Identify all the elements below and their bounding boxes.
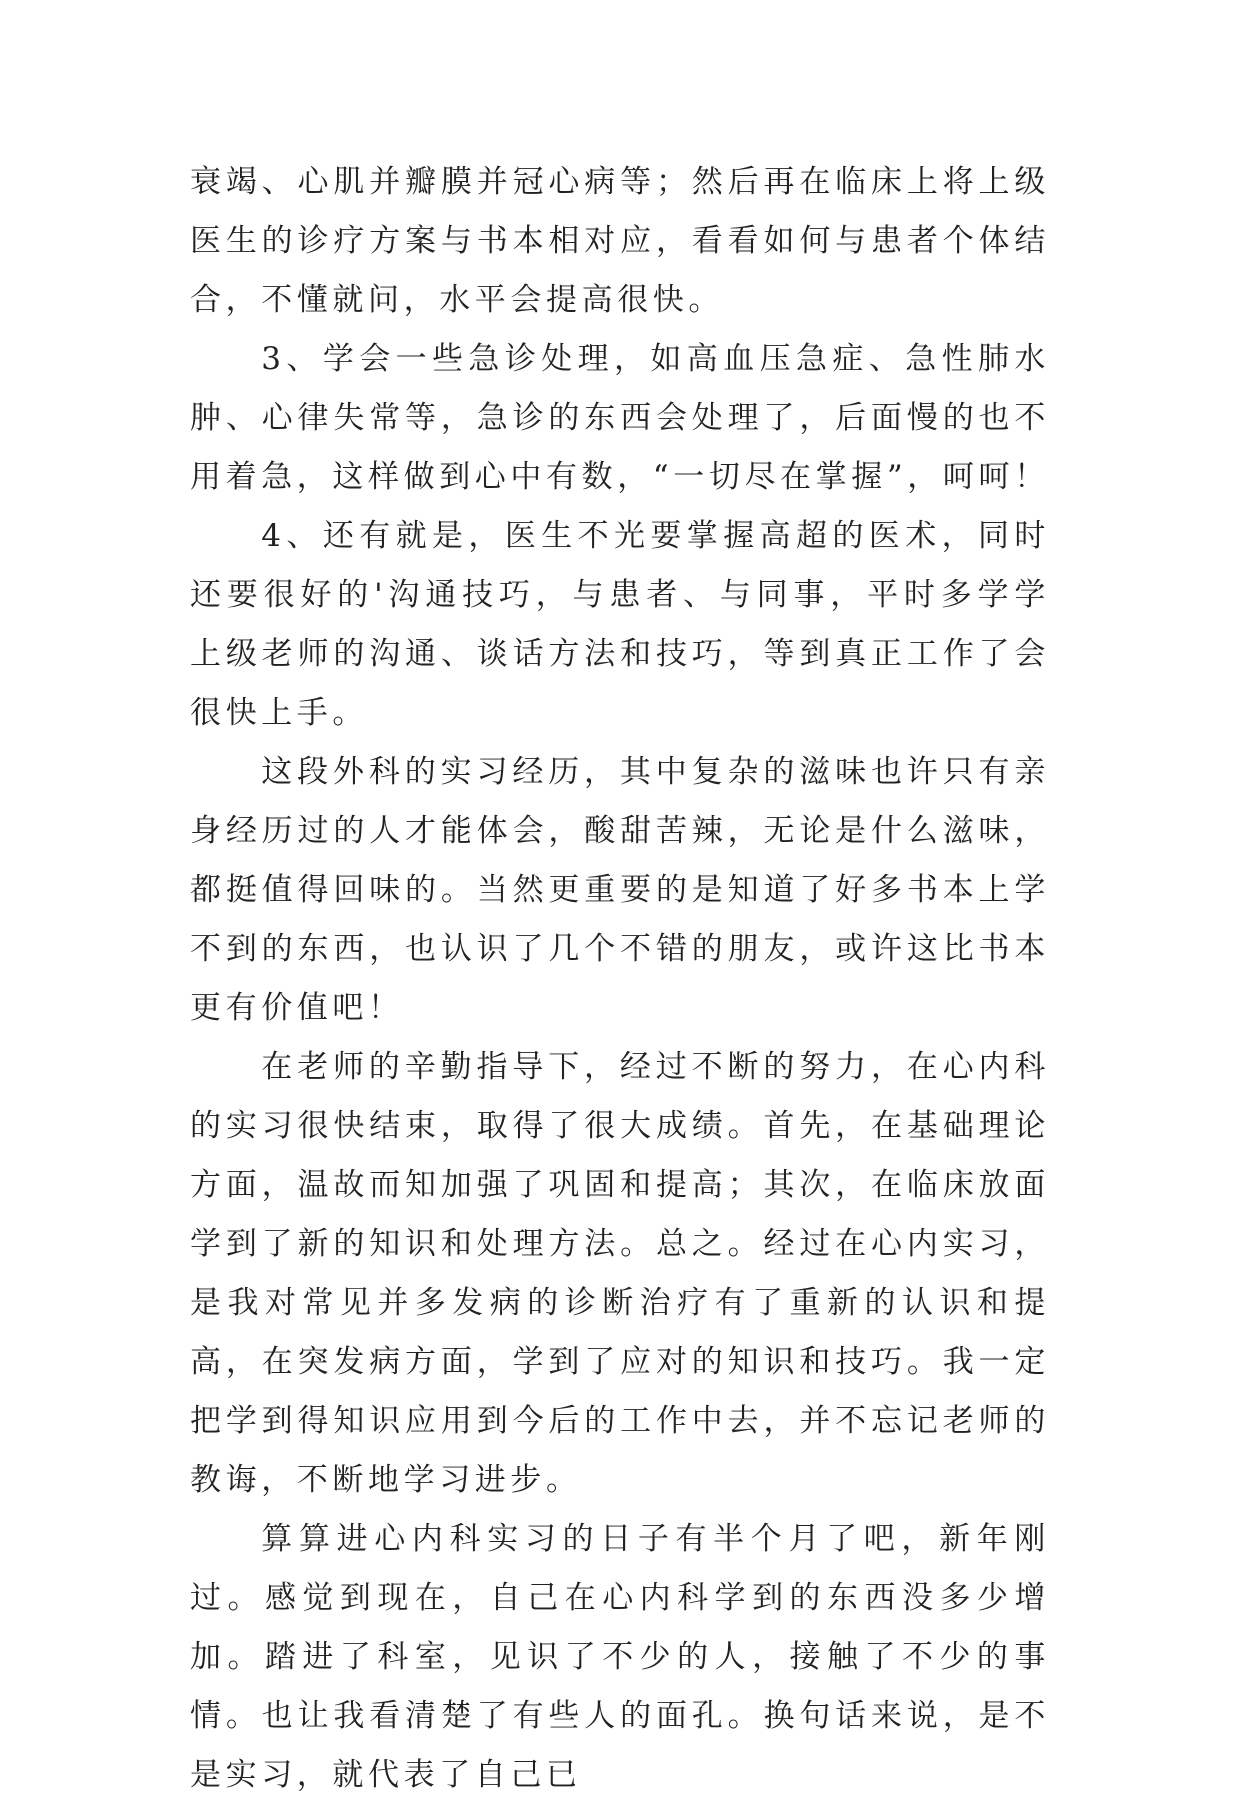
- paragraph-cardiology-summary: 在老师的辛勤指导下，经过不断的努力，在心内科的实习很快结束，取得了很大成绩。首先，在基础理论方面，温故而知加强了巩固和提高；其次，在临床放面学到了新的知识和处理方法。总之。经过在心内实习，是我对常见并多发病的诊断治疗有了重新的认识和提高，在突发病方面，学到了应对的知识和技巧。我一定把学到得知识应用到今后的工作中去，并不忘记老师的教诲，不断地学习进步。: [190, 1049, 1050, 1498]
- paragraph-item-4: 4、还有就是，医生不光要掌握高超的医术，同时还要很好的'沟通技巧，与患者、与同事，平时多学学上级老师的沟通、谈话方法和技巧，等到真正工作了会很快上手。: [190, 518, 1050, 731]
- paragraph-surgery-experience: 这段外科的实习经历，其中复杂的滋味也许只有亲身经历过的人才能体会，酸甜苦辣，无论是什么滋味，都挺值得回味的。当然更重要的是知道了好多书本上学不到的东西，也认识了几个不错的朋友，或许这比书本更有价值吧！: [190, 754, 1050, 1026]
- paragraph-continuation: 衰竭、心肌并瓣膜并冠心病等；然后再在临床上将上级医生的诊疗方案与书本相对应，看看如何与患者个体结合，不懂就问，水平会提高很快。: [190, 164, 1050, 318]
- document-body: [190, 153, 1050, 1805]
- paragraph-cardiology-reflection: 算算进心内科实习的日子有半个月了吧，新年刚过。感觉到现在，自己在心内科学到的东西没多少增加。踏进了科室，见识了不少的人，接触了不少的事情。也让我看清楚了有些人的面孔。换句话来说，是不是实习，就代表了自己已: [190, 1521, 1050, 1793]
- paragraph-item-3: 3、学会一些急诊处理，如高血压急症、急性肺水肿、心律失常等，急诊的东西会处理了，后面慢的也不用着急，这样做到心中有数，“一切尽在掌握”，呵呵！: [190, 341, 1050, 495]
